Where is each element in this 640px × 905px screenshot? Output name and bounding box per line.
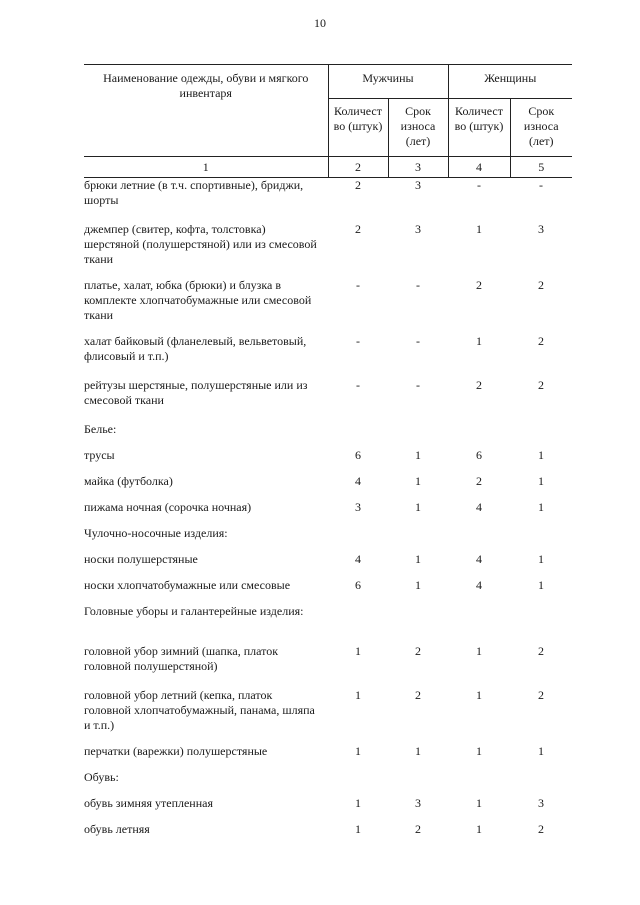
value-cell: 1 xyxy=(476,743,482,758)
value-cell: - xyxy=(539,178,543,192)
table-row xyxy=(84,448,572,474)
value-cell: 3 xyxy=(415,221,421,236)
value-cell: 1 xyxy=(538,473,544,488)
value-cell: 3 xyxy=(415,795,421,810)
table-row xyxy=(84,178,572,222)
col-number: 5 xyxy=(510,157,572,178)
col-number: 3 xyxy=(388,157,448,178)
value-cell: 3 xyxy=(538,221,544,236)
value-cell: 2 xyxy=(476,277,482,292)
value-cell: 4 xyxy=(355,551,361,566)
item-name-cell: пижама ночная (сорочка ночная) xyxy=(84,499,252,514)
table-row xyxy=(84,688,572,744)
item-name-cell: Головные уборы и галантерейные изделия: xyxy=(84,603,304,618)
item-name-cell: Чулочно-носочные изделия: xyxy=(84,525,228,540)
value-cell: - xyxy=(356,377,360,392)
item-name-cell: перчатки (варежки) полушерстяные xyxy=(84,743,268,758)
value-cell: 1 xyxy=(476,643,482,658)
value-cell: 1 xyxy=(415,577,421,592)
value-cell: 1 xyxy=(538,743,544,758)
value-cell xyxy=(510,526,572,552)
value-cell: 2 xyxy=(415,643,421,658)
item-name-cell: головной убор зимний (шапка, платок головной полушерстяной) xyxy=(84,643,279,673)
value-cell: 2 xyxy=(415,821,421,836)
value-cell xyxy=(328,526,388,552)
value-cell: 1 xyxy=(476,795,482,810)
table-row xyxy=(84,334,572,378)
header-women: Женщины xyxy=(448,65,572,99)
table-row xyxy=(84,604,572,644)
value-cell: 4 xyxy=(476,577,482,592)
value-cell: 4 xyxy=(476,499,482,514)
table-row xyxy=(84,278,572,334)
header-women-qty: Количест во (штук) xyxy=(448,99,510,157)
value-cell: 2 xyxy=(538,277,544,292)
value-cell: 1 xyxy=(476,221,482,236)
item-name-cell: платье, халат, юбка (брюки) и блузка в комплекте хлопчатобумажные или смесовой ткани xyxy=(84,277,312,322)
item-name-cell: брюки летние (в т.ч. спортивные), бриджи, шорты xyxy=(84,178,304,207)
table-row xyxy=(84,422,572,448)
value-cell xyxy=(388,604,448,644)
value-cell: 1 xyxy=(415,473,421,488)
value-cell: - xyxy=(477,178,481,192)
table-row xyxy=(84,474,572,500)
item-name-cell: головной убор летний (кепка, платок головной хлопчатобумажный, панама, шляпа и т.п.) xyxy=(84,687,315,732)
item-name-cell: Белье: xyxy=(84,421,117,436)
value-cell: 1 xyxy=(538,447,544,462)
value-cell: 3 xyxy=(355,499,361,514)
value-cell: - xyxy=(356,333,360,348)
table-header xyxy=(84,65,572,178)
value-cell: 2 xyxy=(538,643,544,658)
value-cell: 1 xyxy=(355,795,361,810)
value-cell: 2 xyxy=(476,473,482,488)
value-cell: - xyxy=(416,377,420,392)
value-cell: 1 xyxy=(538,577,544,592)
item-name-cell: халат байковый (фланелевый, вельветовый, флисовый и т.п.) xyxy=(84,333,307,363)
value-cell: - xyxy=(416,333,420,348)
value-cell: 1 xyxy=(415,551,421,566)
value-cell: 1 xyxy=(476,333,482,348)
value-cell: 1 xyxy=(415,743,421,758)
table-body xyxy=(84,178,572,848)
value-cell: 6 xyxy=(476,447,482,462)
table-row xyxy=(84,378,572,422)
value-cell: 1 xyxy=(355,743,361,758)
item-name-cell: Обувь: xyxy=(84,769,119,784)
header-men-qty: Количест во (штук) xyxy=(328,99,388,157)
value-cell: 1 xyxy=(415,499,421,514)
value-cell: 1 xyxy=(355,687,361,702)
header-men: Мужчины xyxy=(328,65,448,99)
value-cell xyxy=(510,422,572,448)
value-cell xyxy=(448,604,510,644)
item-name-cell: носки полушерстяные xyxy=(84,551,198,566)
header-women-term: Срок износа (лет) xyxy=(523,104,559,148)
value-cell: 2 xyxy=(476,377,482,392)
value-cell: - xyxy=(356,277,360,292)
value-cell xyxy=(328,604,388,644)
table-row xyxy=(84,526,572,552)
value-cell: 4 xyxy=(476,551,482,566)
clothing-norms-table xyxy=(84,64,572,848)
value-cell xyxy=(448,422,510,448)
value-cell: 3 xyxy=(415,178,421,192)
header-item-name: Наименование одежды, обуви и мягкого инвентаря xyxy=(84,65,328,157)
value-cell: 2 xyxy=(415,687,421,702)
col-number: 4 xyxy=(448,157,510,178)
value-cell: 3 xyxy=(538,795,544,810)
item-name-cell: обувь зимняя утепленная xyxy=(84,795,213,810)
item-name-cell: майка (футболка) xyxy=(84,473,173,488)
value-cell: 2 xyxy=(355,221,361,236)
value-cell xyxy=(388,526,448,552)
value-cell xyxy=(510,770,572,796)
item-name-cell: джемпер (свитер, кофта, толстовка) шерстяной (полушерстяной) или из смесовой ткани xyxy=(84,221,317,266)
value-cell xyxy=(388,770,448,796)
table-row xyxy=(84,578,572,604)
table-row xyxy=(84,500,572,526)
value-cell: 1 xyxy=(538,499,544,514)
value-cell: 1 xyxy=(476,821,482,836)
value-cell xyxy=(448,526,510,552)
value-cell: 2 xyxy=(355,178,361,192)
value-cell: - xyxy=(416,277,420,292)
item-name-cell: обувь летняя xyxy=(84,821,150,836)
value-cell: 2 xyxy=(538,333,544,348)
value-cell xyxy=(388,422,448,448)
item-name-cell: носки хлопчатобумажные или смесовые xyxy=(84,577,291,592)
table-row xyxy=(84,770,572,796)
table-row xyxy=(84,552,572,578)
header-men-term: Срок износа (лет) xyxy=(388,99,448,157)
value-cell: 4 xyxy=(355,473,361,488)
value-cell xyxy=(328,770,388,796)
value-cell xyxy=(448,770,510,796)
value-cell: 6 xyxy=(355,447,361,462)
value-cell xyxy=(328,422,388,448)
value-cell: 1 xyxy=(355,821,361,836)
value-cell: 2 xyxy=(538,377,544,392)
value-cell: 1 xyxy=(415,447,421,462)
page-number: 10 xyxy=(314,16,326,30)
item-name-cell: рейтузы шерстяные, полушерстяные или из смесовой ткани xyxy=(84,377,308,407)
table-row xyxy=(84,644,572,688)
value-cell: 6 xyxy=(355,577,361,592)
value-cell: 2 xyxy=(538,687,544,702)
col-number: 1 xyxy=(84,157,328,178)
value-cell: 1 xyxy=(355,643,361,658)
value-cell: 1 xyxy=(538,551,544,566)
value-cell: 2 xyxy=(538,821,544,836)
table-row xyxy=(84,222,572,278)
col-number: 2 xyxy=(328,157,388,178)
item-name-cell: трусы xyxy=(84,447,115,462)
table-row xyxy=(84,796,572,822)
value-cell: 1 xyxy=(476,687,482,702)
table-row xyxy=(84,822,572,848)
value-cell xyxy=(510,604,572,644)
table-row xyxy=(84,744,572,770)
